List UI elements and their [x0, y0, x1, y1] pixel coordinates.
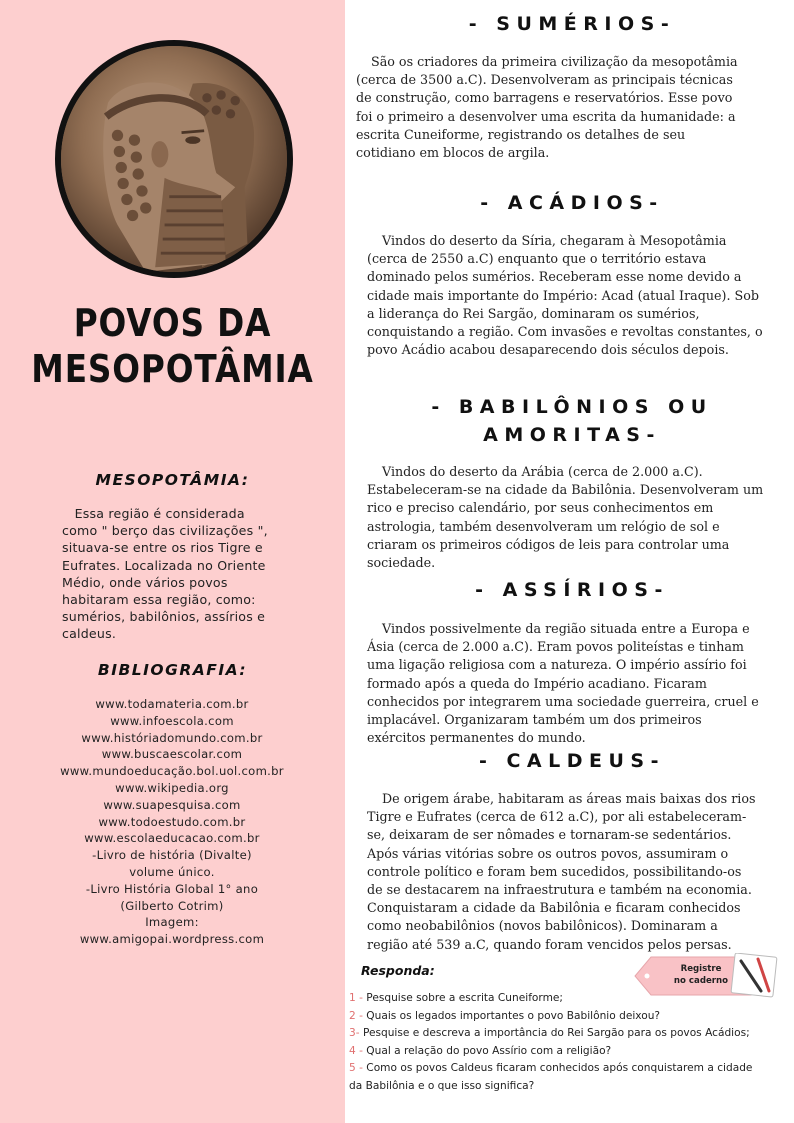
babilonios-title-line2: AMORITAS-: [483, 424, 661, 446]
babilonios-text: [367, 463, 767, 572]
sumerios-paragraph: São os criadores da primeira civilização da mesopotâmia (cerca de 3500 a.C). Desenvolveram as principais técnicas de construção, como barragens e reservatórios. Esse povo foi o primeiro a desenvolver uma escrita da humanidade: a escrita Cuneiforme, registrando os detalhes de seu cotidiano em blocos de argila.: [356, 54, 738, 161]
question-number: 4 -: [349, 1044, 363, 1057]
bibliography-item: -Livro História Global 1° ano (Gilberto Cotrim): [85, 881, 259, 913]
page-title-line1: POVOS DA: [73, 301, 272, 345]
acadios-title: - ACÁDIOS-: [480, 192, 664, 214]
question-text: Como os povos Caldeus ficaram conhecidos após conquistarem a cidade da Babilônia e o que isso significa?: [349, 1062, 753, 1092]
bibliography-item: Imagem:: [145, 915, 199, 930]
assirios-paragraph: Vindos possivelmente da região situada entre a Europa e Ásia (cerca de 2.000 a.C). Eram povos politeístas e tinham uma ligação religiosa com a natureza. O império assírio foi formado após a queda do Império acadiano. Ficaram conhecidos por integrarem uma sociedade guerreira, cruel e implacável. Organizaram também um dos primeiros exércitos permanentes do mundo.: [367, 621, 759, 746]
mesopotamia-heading: MESOPOTÂMIA:: [95, 471, 250, 489]
question-number: 2 -: [349, 1009, 363, 1022]
question-item: [349, 1008, 769, 1026]
mesopotamia-text: [62, 505, 284, 643]
register-tag-label: [661, 963, 741, 987]
mesopotamia-paragraph: Essa região é considerada como " berço das civilizações ", situava-se entre os rios Tigre e Eufrates. Localizada no Oriente Médio, onde vários povos habitaram essa região, como: sumérios, babilônios, assírios e caldeus.: [62, 506, 268, 642]
question-number: 1 -: [349, 992, 363, 1004]
caldeus-paragraph: De origem árabe, habitaram as áreas mais baixas dos rios Tigre e Eufrates (cerca de 612 a.C), por ali estabeleceram-se, deixaram de ser nômades e tornaram-se sedentários. Após várias vitórias sobre os outros povos, assumiram o controle político e foram bem sucedidos, possibilitando-os de se destacarem na infraestrutura e também na economia. Conquistaram a cidade da Babilônia e ficaram conhecidos como neobabilônios (novos babilônicos). Dominaram a região até 539 a.C, quando foram vencidos pelos persas.: [367, 791, 756, 952]
bibliography-item: www.escolaeducacao.com.br: [84, 831, 260, 846]
question-item: [349, 1060, 769, 1095]
page-title-line2: MESOPOTÂMIA: [31, 347, 314, 391]
babilonios-paragraph: Vindos do deserto da Arábia (cerca de 2.000 a.C). Estabeleceram-se na cidade da Babilônia. Desenvolveram um rico e preciso calendário, por seus conhecimentos em astrologia, também desenvolveram um relógio de sol e criaram os primeiros códigos de leis para controlar uma sociedade.: [367, 464, 764, 571]
question-text: Pesquise sobre a escrita Cuneiforme;: [362, 992, 563, 1004]
sumerios-title: - SUMÉRIOS-: [468, 13, 676, 35]
bibliography-item: www.infoescola.com: [110, 713, 234, 728]
bibliography-item: www.wikipedia.org: [115, 780, 229, 795]
bibliography-item: www.todamateria.com.br: [95, 697, 249, 711]
bibliography-item: www.mundoeducação.bol.uol.com.br: [60, 764, 284, 779]
acadios-text: [367, 232, 767, 359]
bibliography-item: www.históriadomundo.com.br: [81, 730, 263, 745]
acadios-paragraph: Vindos do deserto da Síria, chegaram à Mesopotâmia (cerca de 2550 a.C) enquanto que o território estava dominado pelos sumérios. Receberam esse nome devido a cidade mais importante do Império: Acad (atual Iraque). Sob a liderança do Rei Sargão, dominaram os sumérios, conquistando a região. Com invasões e revoltas constantes, o povo Acádio acabou desaparecendo dois séculos depois.: [367, 233, 763, 358]
bibliography-heading: BIBLIOGRAFIA:: [97, 661, 248, 679]
question-list: [349, 990, 769, 1096]
bibliography-item: www.buscaescolar.com: [101, 747, 243, 762]
assirios-text: [367, 620, 759, 747]
bibliography-item: www.todoestudo.com.br: [98, 814, 246, 829]
question-number: 5 -: [349, 1062, 363, 1075]
bibliography-item: www.amigopai.wordpress.com: [79, 932, 265, 947]
caldeus-title: - CALDEUS-: [478, 750, 665, 772]
babilonios-title: [350, 393, 794, 449]
question-item: [349, 990, 769, 1008]
bibliography-item: www.suapesquisa.com: [103, 797, 241, 812]
assirios-title: - ASSÍRIOS-: [475, 579, 669, 601]
register-tag-line1: Registre: [680, 964, 722, 974]
question-number: 3-: [349, 1027, 360, 1040]
question-text: Quais os legados importantes o povo Babilônio deixou?: [362, 1009, 661, 1022]
question-text: Qual a relação do povo Assírio com a religião?: [362, 1044, 612, 1057]
answer-heading: Responda:: [361, 963, 435, 978]
page-title: [24, 300, 321, 392]
caldeus-text: [367, 790, 760, 954]
bibliography-list: [56, 696, 288, 948]
question-text: Pesquise e descreva a importância do Rei Sargão para os povos Acádios;: [359, 1027, 750, 1040]
question-item: [349, 1043, 769, 1061]
babilonios-title-line1: - BABILÔNIOS OU: [431, 396, 713, 418]
question-item: [349, 1025, 769, 1043]
sumerios-text: [356, 53, 746, 162]
assyrian-relief-image: [55, 40, 293, 278]
bibliography-item: -Livro de história (Divalte) volume único.: [92, 848, 252, 879]
register-tag-line2: no caderno: [673, 976, 729, 986]
